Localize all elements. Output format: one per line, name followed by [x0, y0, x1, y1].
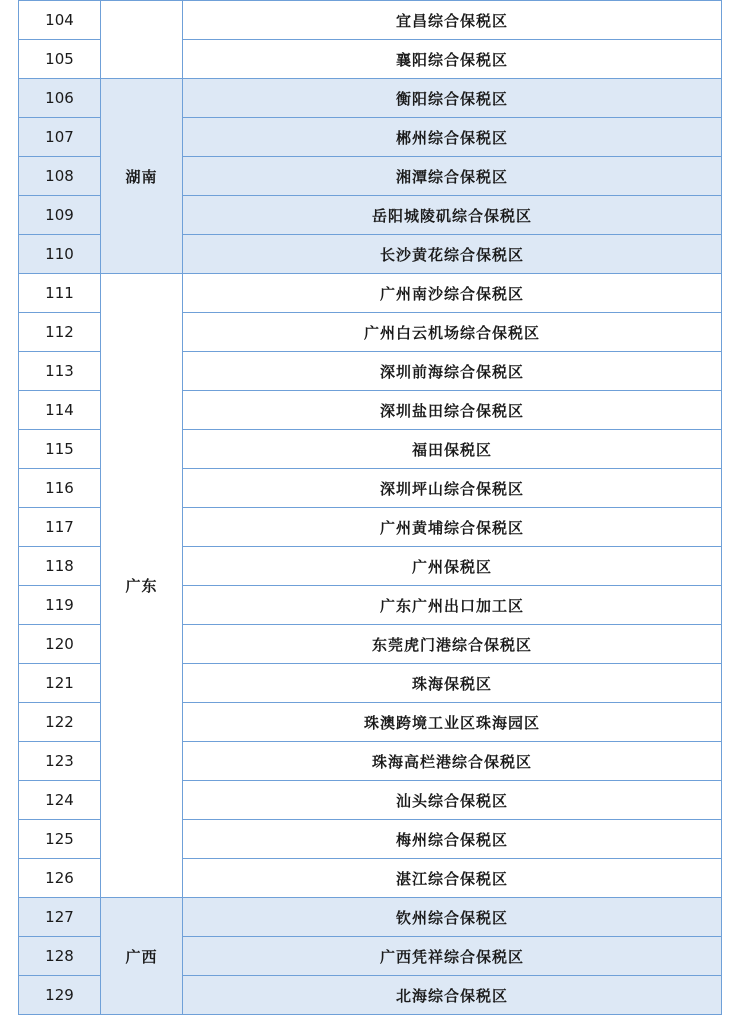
row-number: 129	[19, 976, 101, 1015]
row-number: 110	[19, 235, 101, 274]
zone-name: 广东广州出口加工区	[183, 586, 722, 625]
row-number: 125	[19, 820, 101, 859]
row-number: 108	[19, 157, 101, 196]
row-number: 126	[19, 859, 101, 898]
zone-name: 宜昌综合保税区	[183, 1, 722, 40]
row-number: 113	[19, 352, 101, 391]
zone-name: 钦州综合保税区	[183, 898, 722, 937]
row-number: 116	[19, 469, 101, 508]
row-number: 105	[19, 40, 101, 79]
table-row	[19, 898, 722, 937]
row-number: 120	[19, 625, 101, 664]
row-number: 118	[19, 547, 101, 586]
zone-name: 郴州综合保税区	[183, 118, 722, 157]
zone-name: 湛江综合保税区	[183, 859, 722, 898]
row-number: 104	[19, 1, 101, 40]
row-number: 115	[19, 430, 101, 469]
province-cell-hubei	[101, 1, 183, 79]
zone-name: 珠海高栏港综合保税区	[183, 742, 722, 781]
bonded-zone-table	[18, 0, 722, 1015]
zone-name: 广州保税区	[183, 547, 722, 586]
row-number: 114	[19, 391, 101, 430]
row-number: 112	[19, 313, 101, 352]
row-number: 122	[19, 703, 101, 742]
row-number: 109	[19, 196, 101, 235]
row-number: 127	[19, 898, 101, 937]
zone-name: 深圳前海综合保税区	[183, 352, 722, 391]
zone-name: 珠澳跨境工业区珠海园区	[183, 703, 722, 742]
zone-name: 福田保税区	[183, 430, 722, 469]
zone-name: 北海综合保税区	[183, 976, 722, 1015]
table-row	[19, 79, 722, 118]
zone-name: 梅州综合保税区	[183, 820, 722, 859]
province-cell-guangxi: 广西	[101, 898, 183, 1015]
zone-name: 广州南沙综合保税区	[183, 274, 722, 313]
zone-name: 广州白云机场综合保税区	[183, 313, 722, 352]
zone-name: 湘潭综合保税区	[183, 157, 722, 196]
zone-name: 衡阳综合保税区	[183, 79, 722, 118]
row-number: 111	[19, 274, 101, 313]
row-number: 119	[19, 586, 101, 625]
row-number: 123	[19, 742, 101, 781]
table-row	[19, 274, 722, 313]
row-number: 117	[19, 508, 101, 547]
row-number: 128	[19, 937, 101, 976]
row-number: 124	[19, 781, 101, 820]
table-row	[19, 1, 722, 40]
zone-name: 东莞虎门港综合保税区	[183, 625, 722, 664]
zone-name: 深圳坪山综合保税区	[183, 469, 722, 508]
zone-name: 广西凭祥综合保税区	[183, 937, 722, 976]
province-cell-guangdong: 广东	[101, 274, 183, 898]
row-number: 121	[19, 664, 101, 703]
zone-name: 长沙黄花综合保税区	[183, 235, 722, 274]
zone-name: 深圳盐田综合保税区	[183, 391, 722, 430]
zone-name: 襄阳综合保税区	[183, 40, 722, 79]
zone-name: 岳阳城陵矶综合保税区	[183, 196, 722, 235]
zone-name: 广州黄埔综合保税区	[183, 508, 722, 547]
province-cell-hunan: 湖南	[101, 79, 183, 274]
row-number: 106	[19, 79, 101, 118]
zone-name: 珠海保税区	[183, 664, 722, 703]
zone-name: 汕头综合保税区	[183, 781, 722, 820]
row-number: 107	[19, 118, 101, 157]
